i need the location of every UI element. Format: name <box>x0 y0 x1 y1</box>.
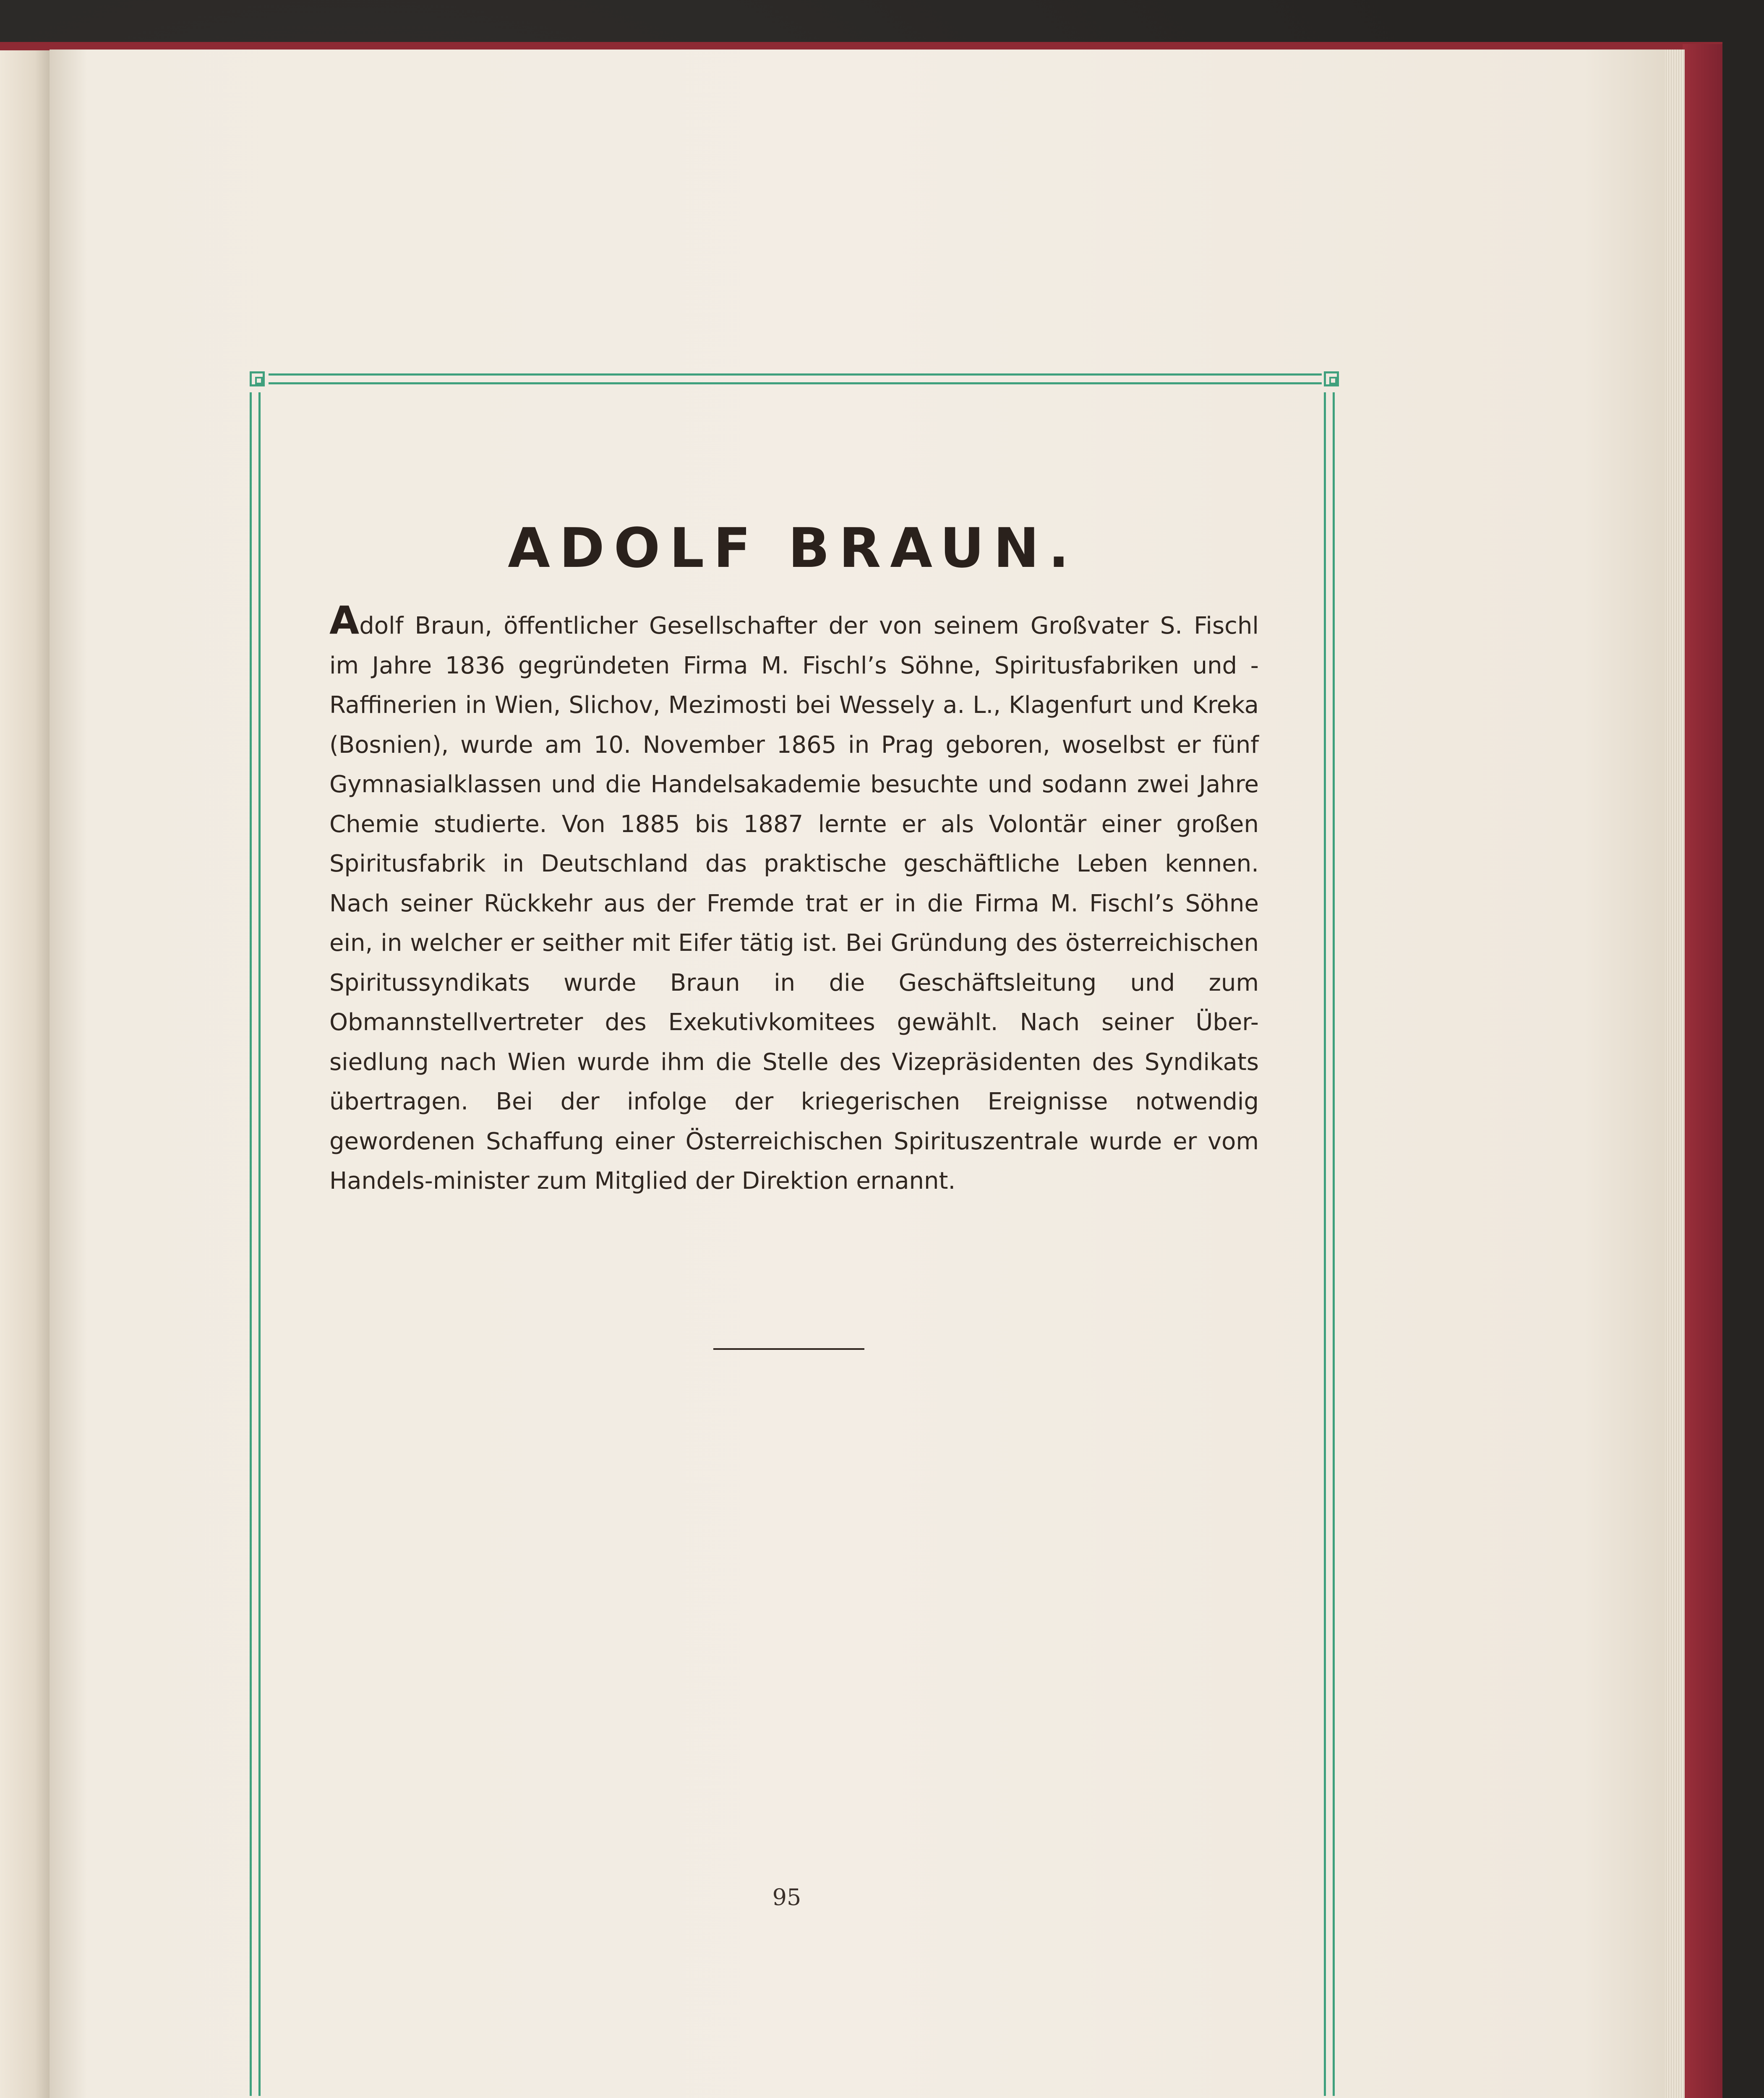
drop-cap: A <box>329 598 360 643</box>
previous-page-edge <box>0 50 50 2098</box>
biography-paragraph <box>329 598 1259 1201</box>
biography-text: dolf Braun, öffentlicher Gesellschafter der von seinem Großvater S. Fischl im Jahre 1836 gegründeten Firma M. Fischl’s Söhne, Spiritusfabriken und -Raffinerien in Wien, Slichov, Mezimosti bei Wessely a. L., Klagenfurt und Kreka (Bosnien), wurde am 10. November 1865 in Prag geboren, woselbst er fünf Gymnasialklassen und die Handelsakademie besuchte und sodann zwei Jahre Chemie studierte. Von 1885 bis 1887 lernte er als Volontär einer großen Spiritusfabrik in Deutschland das praktische geschäftliche Leben kennen. Nach seiner Rückkehr aus der Fremde trat er in die Firma M. Fischl’s Söhne ein, in welcher er seither mit Eifer tätig ist. Bei Gründung des österreichischen Spiritussyndikats wurde Braun in die Geschäftsleitung und zum Obmannstellvertreter des Exekutivkomitees gewählt. Nach seiner Über-siedlung nach Wien wurde ihm die Stelle des Vizepräsidenten des Syndikats übertragen. Bei der infolge der kriegerischen Ereignisse notwendig gewordenen Schaffung einer Österreichischen Spirituszentrale wurde er vom Handels-minister zum Mitglied der Direktion ernannt. <box>329 612 1259 1195</box>
page-title: ADOLF BRAUN. <box>508 516 1078 580</box>
frame-corner-ornament-icon <box>250 371 265 386</box>
page-block-edge <box>1662 50 1685 2098</box>
book-cover-right-edge <box>1683 44 1722 2098</box>
frame-border-right <box>1324 392 1335 2096</box>
page-number: 95 <box>772 1884 801 1910</box>
frame-corner-ornament-icon <box>1324 371 1339 386</box>
section-divider <box>713 1348 864 1350</box>
frame-border-top <box>269 373 1322 384</box>
frame-border-left <box>250 392 261 2096</box>
